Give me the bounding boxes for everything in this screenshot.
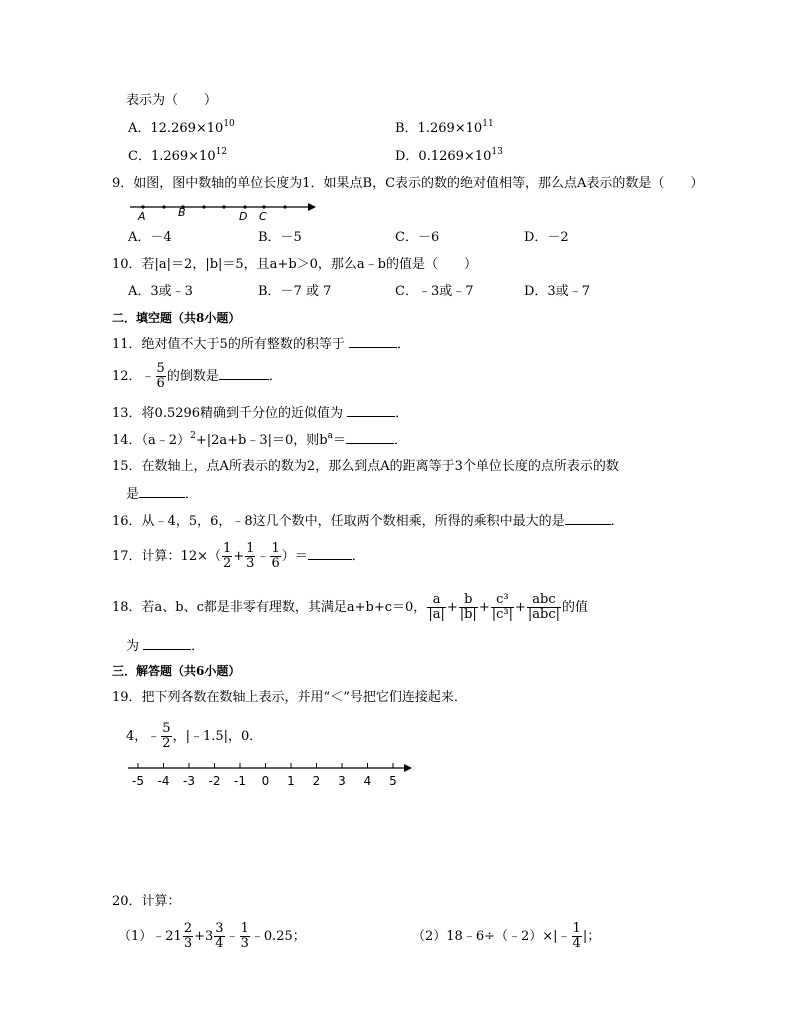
- q11: 11．绝对值不大于5的所有整数的积等于 ．: [112, 337, 410, 352]
- q15-line2: 是 ．: [126, 487, 199, 502]
- q17: 17．计算：12×（ $\frac{1}{2}$ + $\frac{1}{3}$ ﹣ $\frac{1}{6}$ ）＝ ．: [112, 541, 365, 571]
- q10-option-d: D．3或﹣7: [524, 284, 590, 299]
- axis-tick-label: -5: [132, 774, 144, 788]
- q10-option-b: B．－7 或 7: [258, 284, 332, 299]
- q18: 18．若a、b、c都是非零有理数，其满足a+b+c＝0， $\frac{a}{|a|}$ + $\frac{b}{|b|}$ + $\frac{\text{c³}}{\text{|c³|}}$ + $\frac{\text{abc}}{\text{|abc|}}$ 的值: [112, 592, 589, 622]
- axis-tick-label: 5: [389, 774, 397, 788]
- q19-stem: 19．把下列各数在数轴上表示，并用“＜”号把它们连接起来．: [112, 690, 467, 705]
- q18-line2: 为 ．: [126, 639, 205, 654]
- axis-tick-label: -1: [234, 774, 246, 788]
- q9-option-d: D．－2: [524, 230, 569, 245]
- q8-option-c: C．$1.269\times 10^{12}$: [128, 147, 228, 164]
- q9-option-b: B．－5: [258, 230, 302, 245]
- q8-option-b: B．$1.269\times 10^{11}$: [395, 119, 494, 136]
- axis-tick-label: 4: [363, 774, 372, 788]
- q9-stem: 9．如图，图中数轴的单位长度为1．如果点B，C表示的数的绝对值相等，那么点A表示的数是（ ）: [112, 176, 704, 191]
- q16: 16．从﹣4，5，6，﹣8这几个数中，任取两个数相乘，所得的乘积中最大的是 ．: [112, 514, 624, 529]
- axis-label-b: B: [178, 206, 186, 219]
- q8-option-d: D．$0.1269\times 10^{13}$: [395, 147, 503, 164]
- axis-tick-label: -3: [183, 774, 195, 788]
- axis-label-c: C: [259, 210, 267, 222]
- q10-option-a: A．3或﹣3: [128, 284, 193, 299]
- q14: 14．（a﹣2）$^2$+|2a+b﹣3|＝0，则$b^a=$ ．: [112, 431, 407, 448]
- q9-option-c: C．－6: [395, 230, 440, 245]
- q19-number-line: [120, 758, 420, 792]
- section-fill-blank-heading: 二．填空题（共8小题）: [112, 311, 241, 325]
- axis-tick-label: 0: [261, 774, 270, 788]
- q20-part1: （1）﹣21 $\frac{2}{3}$ +3 $\frac{3}{4}$ ﹣ $\frac{1}{3}$ ﹣0.25；: [118, 921, 306, 951]
- q8-stem-tail: 表示为（ ）: [126, 93, 218, 108]
- q9-number-line: [125, 198, 320, 222]
- axis-tick-label: 3: [338, 774, 346, 788]
- q9-option-a: A．－4: [128, 230, 172, 245]
- q10-stem: 10．若|a|＝2，|b|＝5，且a+b＞0，那么a﹣b的值是（ ）: [112, 257, 477, 272]
- q20-part2: （2）18﹣6÷（﹣2）×|﹣ $\frac{1}{4}$ |；: [412, 921, 601, 951]
- q10-option-c: C．﹣3或﹣7: [395, 284, 474, 299]
- q8-option-a: A．$12.269\times 10^{10}$: [128, 119, 235, 136]
- axis-tick-label: 1: [287, 774, 295, 788]
- q12: 12．﹣ $\frac{5}{6}$ 的倒数是 ．: [112, 361, 282, 391]
- q20-stem: 20．计算：: [112, 894, 181, 909]
- section-solve-heading: 三．解答题（共6小题）: [112, 664, 241, 678]
- axis-label-d: D: [239, 210, 248, 222]
- axis-label-a: A: [138, 210, 146, 222]
- axis-tick-label: -4: [157, 774, 170, 788]
- axis-tick-label: 2: [312, 774, 321, 788]
- q19-numbers: 4，﹣ $\frac{5}{2}$ ，|﹣1.5|，0．: [126, 721, 263, 751]
- q13: 13．将0.5296精确到千分位的近似值为 ．: [112, 406, 409, 421]
- q12-fraction: $\frac{5}{6}$: [156, 361, 165, 391]
- q15-line1: 15．在数轴上，点A所表示的数为2，那么到点A的距离等于3个单位长度的点所表示的数: [112, 459, 619, 474]
- axis-tick-label: -2: [208, 774, 221, 788]
